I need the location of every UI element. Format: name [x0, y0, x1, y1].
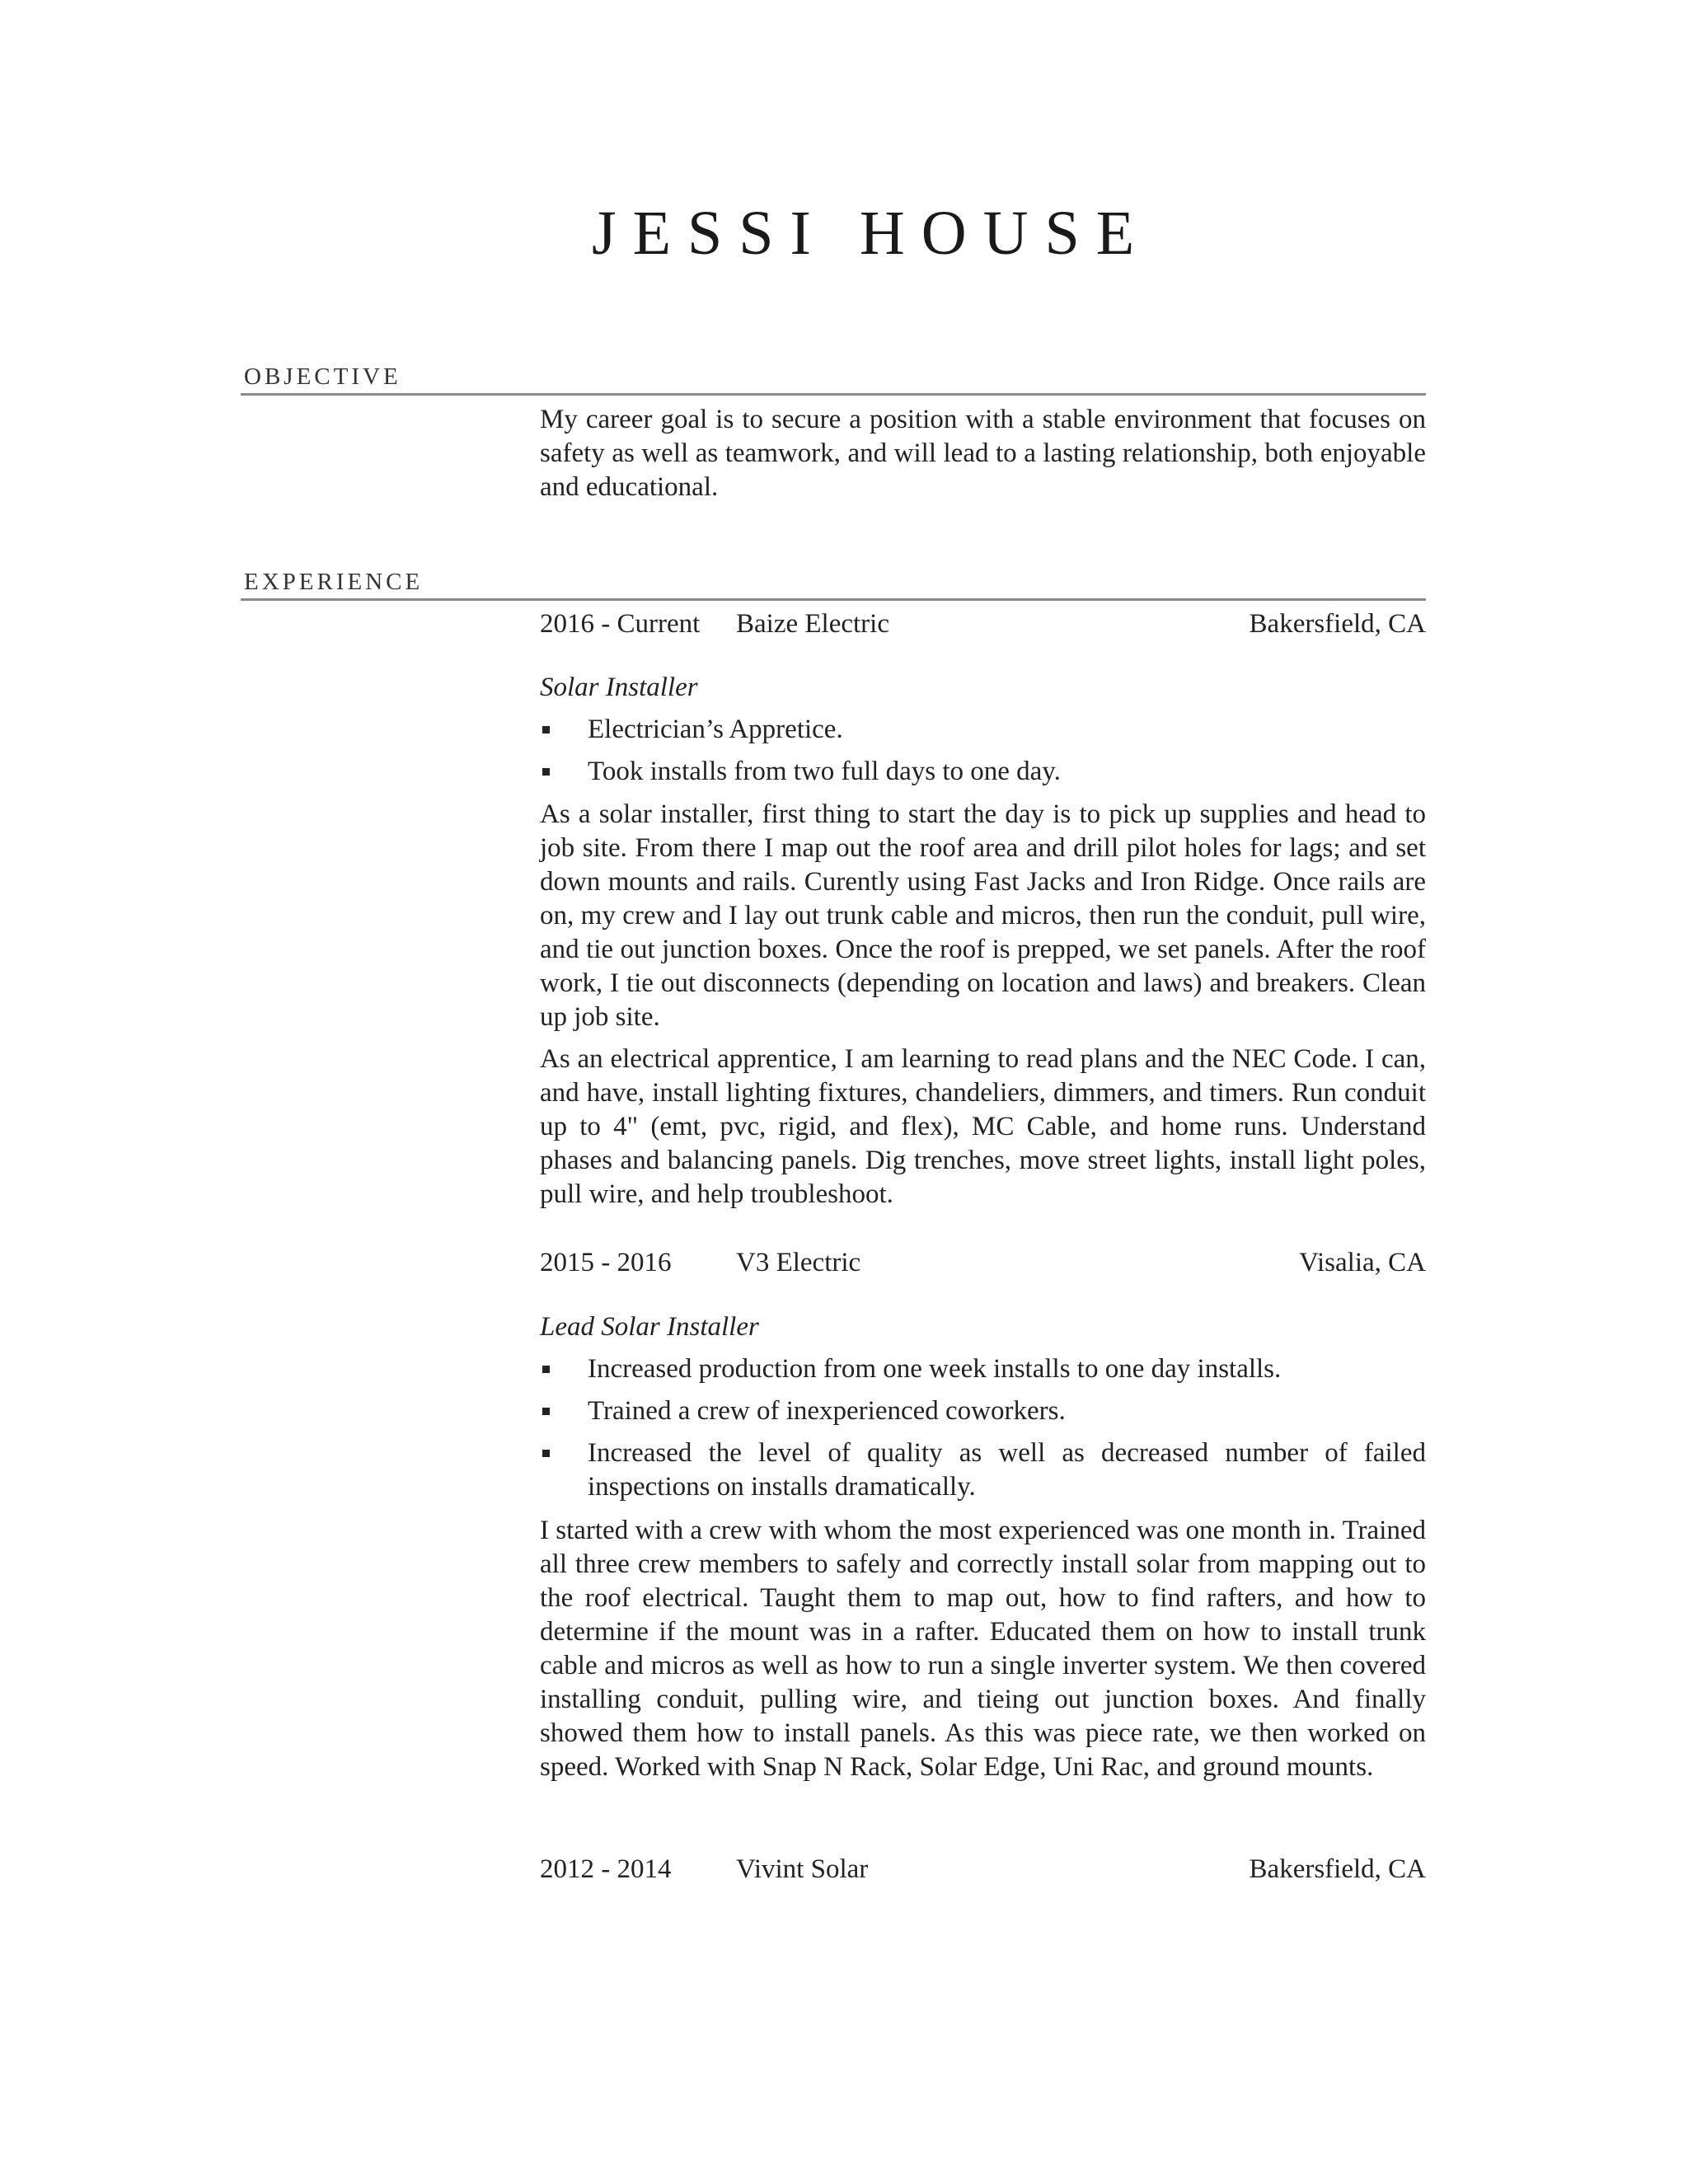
objective-text: My career goal is to secure a position with a stable environment that focuses on safety as well as teamwork, and will lead to a lasting relationship, both enjoyable and educational.: [540, 405, 1426, 502]
job-dates: 2012 - 2014: [540, 1854, 672, 1884]
experience-divider: [241, 598, 1426, 601]
job-header: [540, 607, 1426, 641]
job-description: [540, 798, 1426, 1212]
bullet-text: Increased production from one week installs to one day installs.: [588, 1354, 1282, 1384]
experience-heading: EXPERIENCE: [244, 569, 424, 595]
bullet-square-icon: [542, 768, 550, 776]
job-company: Baize Electric: [736, 609, 889, 639]
job-title: Solar Installer: [540, 673, 698, 702]
bullet-text: Increased the level of quality as well as decreased number of failed inspections on installs dramatically.: [588, 1438, 1426, 1502]
bullet-text: Electrician’s Appretice.: [588, 715, 843, 744]
list-item: [540, 713, 1426, 747]
job-description: [540, 1514, 1426, 1784]
job-location: Visalia, CA: [1299, 1248, 1426, 1277]
job-bullet-list: [540, 713, 1426, 797]
bullet-square-icon: [542, 1408, 550, 1415]
bullet-square-icon: [542, 1450, 550, 1457]
job-company: V3 Electric: [736, 1248, 861, 1277]
list-item: [540, 1394, 1426, 1428]
job-title: Lead Solar Installer: [540, 1312, 759, 1342]
job-company: Vivint Solar: [736, 1854, 869, 1884]
job-header: [540, 1246, 1426, 1280]
list-item: [540, 1352, 1426, 1386]
resume-name: JESSI HOUSE: [592, 199, 1151, 268]
job-paragraph: As an electrical apprentice, I am learning to read plans and the NEC Code. I can, and have, install lighting fixtures, chandeliers, dimmers, and timers. Run conduit up to 4" (emt, pvc, rigid, and flex), MC Cable, and home runs. Understand phases and balancing panels. Dig trenches, move street lights, install light poles, pull wire, and help troubleshoot.: [540, 1044, 1426, 1209]
objective-heading: OBJECTIVE: [244, 363, 401, 390]
bullet-text: Trained a crew of inexperienced coworkers.: [588, 1396, 1066, 1426]
objective-divider: [241, 393, 1426, 396]
list-item: [540, 1436, 1426, 1504]
job-dates: 2016 - Current: [540, 609, 701, 639]
bullet-text: Took installs from two full days to one day.: [588, 757, 1061, 786]
job-header: [540, 1853, 1426, 1886]
list-item: [540, 755, 1426, 789]
job-dates: 2015 - 2016: [540, 1248, 672, 1277]
job-paragraph: I started with a crew with whom the most experienced was one month in. Trained all three crew members to safely and correctly install solar from mapping out to the roof electrical. Taught them to map out, how to find rafters, and how to determine if the mount was in a rafter. Educated them on how to install trunk cable and micros as well as how to run a single inverter system. We then covered installing conduit, pulling wire, and tieing out junction boxes. And finally showed them how to install panels. As this was piece rate, we then worked on speed. Worked with Snap N Rack, Solar Edge, Uni Rac, and ground mounts.: [540, 1516, 1427, 1782]
objective-section: [540, 403, 1426, 504]
bullet-square-icon: [542, 1366, 550, 1373]
job-location: Bakersfield, CA: [1249, 1854, 1426, 1884]
job-paragraph: As a solar installer, first thing to start the day is to pick up supplies and head to job site. From there I map out the roof area and drill pilot holes for lags; and set down mounts and rails. Curently using Fast Jacks and Iron Ridge. Once rails are on, my crew and I lay out trunk cable and micros, then run the conduit, pull wire, and tie out junction boxes. Once the roof is prepped, we set panels. After the roof work, I tie out disconnects (depending on location and laws) and breakers. Clean up job site.: [540, 799, 1426, 1032]
job-bullet-list: [540, 1352, 1426, 1512]
bullet-square-icon: [542, 726, 550, 733]
job-location: Bakersfield, CA: [1249, 609, 1426, 639]
